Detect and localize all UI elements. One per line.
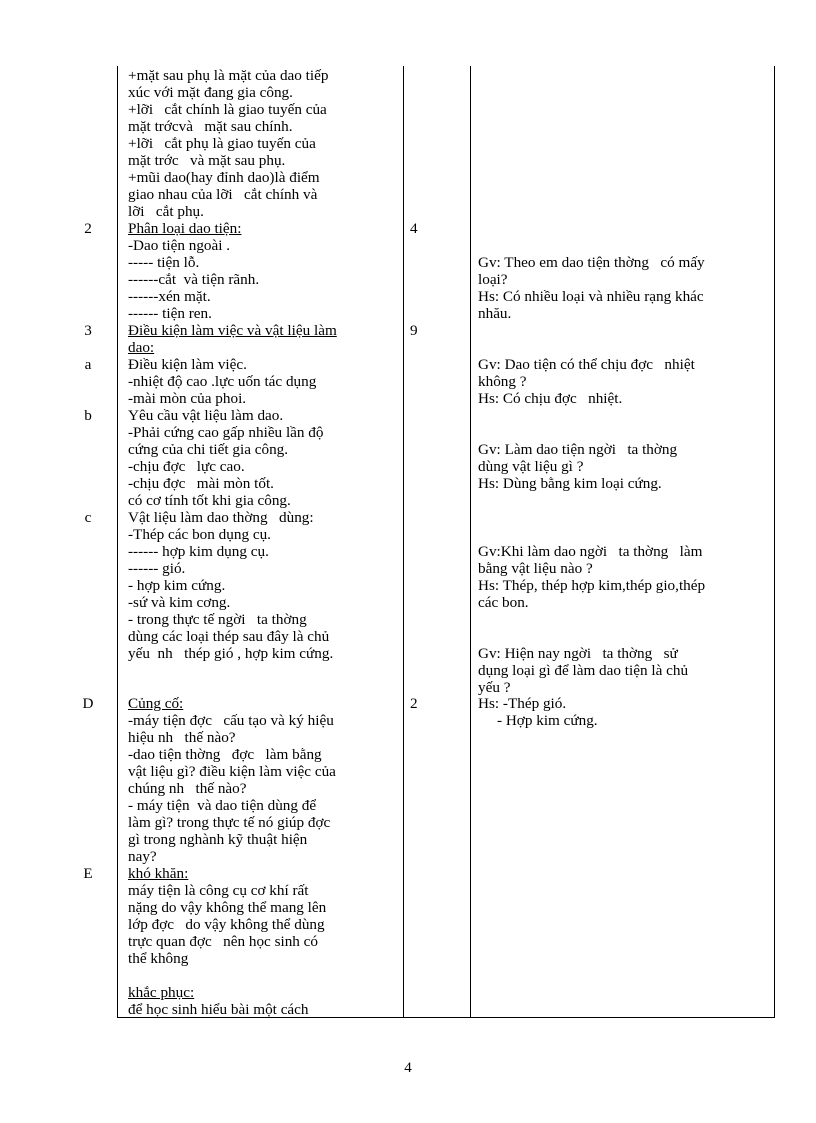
content-line: dao: xyxy=(128,339,155,356)
content-line: ------ gió. xyxy=(128,560,186,577)
content-line: hiệu nh thế nào? xyxy=(128,729,236,746)
activity-line: Hs: Dùng bằng kim loại cứng. xyxy=(478,475,662,492)
content-line: có cơ tính tốt khi gia công. xyxy=(128,492,291,509)
content-line: ------xén mặt. xyxy=(128,288,211,305)
content-line: -Thép các bon dụng cụ. xyxy=(128,526,271,543)
content-line: ------ hợp kim dụng cụ. xyxy=(128,543,269,560)
content-line: -máy tiện đợc cấu tạo và ký hiệu xyxy=(128,712,334,729)
content-line: lỡi cắt phụ. xyxy=(128,203,204,220)
activity-line: Hs: Thép, thép hợp kim,thép gio,thép xyxy=(478,577,706,594)
activity-line: các bon. xyxy=(478,594,529,611)
activity-line: Hs: Có chịu đợc nhiệt. xyxy=(478,390,623,407)
table-border-left xyxy=(117,66,118,1018)
content-line: - máy tiện và dao tiện dùng để xyxy=(128,797,317,814)
section-number: E xyxy=(83,865,93,882)
activity-line: Gv: Hiện nay ngời ta thờng sử xyxy=(478,645,678,662)
content-line: thể không xyxy=(128,950,189,967)
time-value: 9 xyxy=(410,322,418,339)
content-line: +lỡi cắt phụ là giao tuyến của xyxy=(128,135,316,152)
table-border-right xyxy=(774,66,775,1018)
activity-line: Gv: Theo em dao tiện thờng có mấy xyxy=(478,254,705,271)
content-line: mặt trớcvà mặt sau chính. xyxy=(128,118,293,135)
section-number: 2 xyxy=(84,220,92,237)
content-line: Phân loại dao tiện: xyxy=(128,220,242,237)
activity-line: Gv: Dao tiện có thể chịu đợc nhiệt xyxy=(478,356,695,373)
table-border-middle-1 xyxy=(403,66,404,1018)
content-line: -Phải cứng cao gấp nhiều lần độ xyxy=(128,424,324,441)
content-line: xúc với mặt đang gia công. xyxy=(128,84,293,101)
content-line: +mặt sau phụ là mặt của dao tiếp xyxy=(128,67,329,84)
section-number: a xyxy=(84,356,92,373)
content-line: nặng do vậy không thể mang lên xyxy=(128,899,327,916)
content-line: giao nhau của lỡi cắt chính và xyxy=(128,186,318,203)
content-line: +mũi dao(hay đỉnh dao)là điểm xyxy=(128,169,320,186)
section-number: c xyxy=(84,509,92,526)
content-line: Điều kiện làm việc. xyxy=(128,356,247,373)
content-line: -chịu đợc lực cao. xyxy=(128,458,245,475)
content-line: -chịu đợc mài mòn tốt. xyxy=(128,475,274,492)
content-line: - hợp kim cứng. xyxy=(128,577,226,594)
content-line: -Dao tiện ngoài . xyxy=(128,237,231,254)
content-line: -mài mòn của phoi. xyxy=(128,390,247,407)
content-line: - trong thực tế ngời ta thờng xyxy=(128,611,307,628)
content-line: yếu nh thép gió , hợp kim cứng. xyxy=(128,645,334,662)
activity-line: nhău. xyxy=(478,305,512,322)
content-line: chúng nh thế nào? xyxy=(128,780,247,797)
content-line: ------ tiện ren. xyxy=(128,305,212,322)
content-line: lớp đợc do vậy không thể dùng xyxy=(128,916,325,933)
content-line: ------cắt và tiện rãnh. xyxy=(128,271,260,288)
content-line: -nhiệt độ cao .lực uốn tác dụng xyxy=(128,373,317,390)
content-line: mặt trớc và mặt sau phụ. xyxy=(128,152,286,169)
content-line: vật liệu gì? điều kiện làm việc của xyxy=(128,763,336,780)
content-line: gì trong nghành kỹ thuật hiện xyxy=(128,831,308,848)
page-number: 4 xyxy=(404,1060,412,1076)
content-line: -sứ và kim cơng. xyxy=(128,594,231,611)
content-line: ----- tiện lỗ. xyxy=(128,254,200,271)
activity-line: - Hợp kim cứng. xyxy=(478,712,598,729)
content-line: +lỡi cắt chính là giao tuyến của xyxy=(128,101,327,118)
content-line: khắc phục: xyxy=(128,984,195,1001)
content-line: Yêu cầu vật liệu làm dao. xyxy=(128,407,284,424)
time-value: 4 xyxy=(410,220,418,237)
activity-line: bằng vật liệu nào ? xyxy=(478,560,593,577)
content-line: khó khăn: xyxy=(128,865,189,882)
content-line: dùng các loại thép sau đây là chủ xyxy=(128,628,330,645)
content-line: làm gì? trong thực tế nó giúp đợc xyxy=(128,814,331,831)
content-line: nay? xyxy=(128,848,157,865)
section-number: b xyxy=(84,407,92,424)
time-value: 2 xyxy=(410,695,418,712)
activity-line: Hs: Có nhiều loại và nhiều rạng khác xyxy=(478,288,704,305)
content-line: máy tiện là công cụ cơ khí rất xyxy=(128,882,309,899)
activity-line: dụng loại gì để làm dao tiện là chủ xyxy=(478,662,689,679)
content-line: trực quan đợc nên học sinh có xyxy=(128,933,319,950)
content-line: để học sinh hiểu bài một cách xyxy=(128,1001,309,1018)
activity-line: loại? xyxy=(478,271,508,288)
section-number: 3 xyxy=(84,322,92,339)
content-line: Củng cố: xyxy=(128,695,184,712)
activity-line: không ? xyxy=(478,373,527,390)
activity-line: dùng vật liệu gì ? xyxy=(478,458,584,475)
content-line: Vật liệu làm dao thờng dùng: xyxy=(128,509,314,526)
table-border-middle-2 xyxy=(470,66,471,1018)
activity-line: Gv: Làm dao tiện ngời ta thờng xyxy=(478,441,678,458)
content-line: cứng của chi tiết gia công. xyxy=(128,441,289,458)
activity-line: yếu ? xyxy=(478,679,511,696)
content-line: Điều kiện làm việc và vật liệu làm xyxy=(128,322,337,339)
section-number: D xyxy=(82,695,94,712)
content-line: -dao tiện thờng đợc làm bằng xyxy=(128,746,322,763)
activity-line: Hs: -Thép gió. xyxy=(478,695,567,712)
activity-line: Gv:Khi làm dao ngời ta thờng làm xyxy=(478,543,703,560)
